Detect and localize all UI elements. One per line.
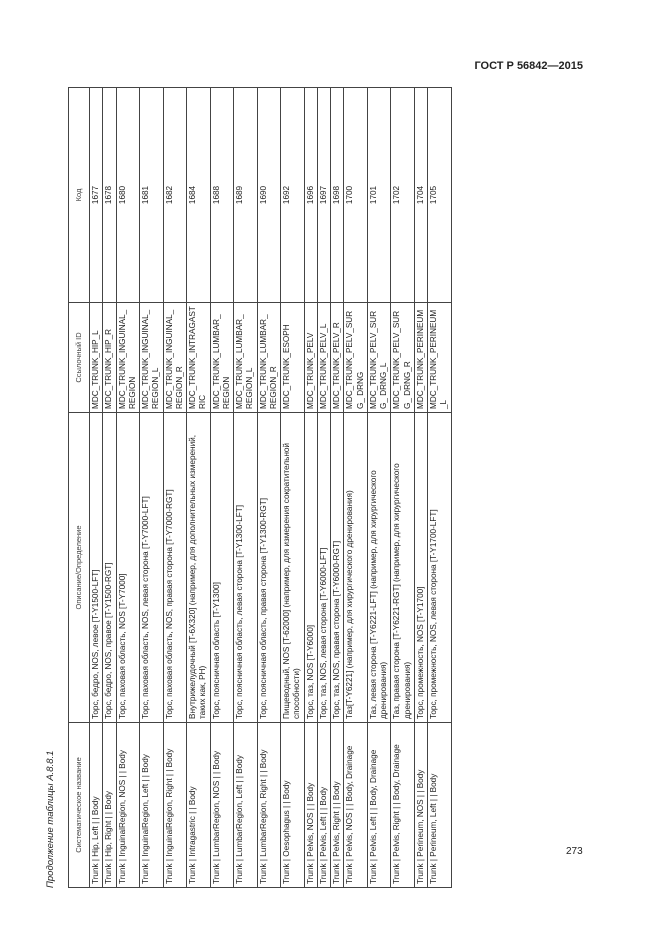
systematic-name-cell: Trunk | Pelvis, NOS | | Body, Drainage bbox=[344, 723, 368, 888]
systematic-name-cell: Trunk | Pelvis, Right | | Body, Drainage bbox=[391, 723, 415, 888]
description-cell: Торс, паховая область, NOS, правая сторона [T-Y7000-RGT] bbox=[163, 413, 187, 723]
reference-id-cell: MDC_TRUNK_PELV_SURG_ DRNG bbox=[344, 303, 368, 413]
code-cell: 1696 bbox=[304, 88, 317, 303]
table-row bbox=[234, 88, 258, 888]
description-cell: Внутрижелудочный [T-6X320] (например, для дополнительных измерений, таких как, PH) bbox=[187, 413, 211, 723]
code-cell: 1700 bbox=[344, 88, 368, 303]
code-cell: 1684 bbox=[187, 88, 211, 303]
code-cell: 1702 bbox=[391, 88, 415, 303]
description-cell: Таз, правая сторона [T-Y6221-RGT] (например, для хирургического дренирования) bbox=[391, 413, 415, 723]
code-cell: 1705 bbox=[428, 88, 452, 303]
reference-id-cell: MDC_TRUNK_PELV_L bbox=[317, 303, 330, 413]
reference-id-cell: MDC_TRUNK_LUMBAR_ REGION_R bbox=[257, 303, 281, 413]
code-cell: 1678 bbox=[103, 88, 116, 303]
description-cell: Торс, промежность, NOS, левая сторона [T-Y1700-LFT] bbox=[428, 413, 452, 723]
description-cell: Таз[T-Y6221] (например, для хирургического дренирования) bbox=[344, 413, 368, 723]
table-row bbox=[367, 88, 391, 888]
code-cell: 1688 bbox=[210, 88, 234, 303]
systematic-name-cell: Trunk | Hip, Left | | Body bbox=[90, 723, 103, 888]
column-header: Код bbox=[69, 88, 90, 303]
code-cell: 1677 bbox=[90, 88, 103, 303]
description-cell: Торс, бедро, NOS, правое [T-Y1500-RGT] bbox=[103, 413, 116, 723]
description-cell: Торс, поясничная область [T-Y1300] bbox=[210, 413, 234, 723]
systematic-name-cell: Trunk | Perineum, Left | | Body bbox=[428, 723, 452, 888]
column-header: Ссылочный ID bbox=[69, 303, 90, 413]
table-continuation-caption: Продолжение таблицы А.8.8.1 bbox=[45, 750, 56, 888]
description-cell: Таз, левая сторона [T-Y6221-LFT] (например, для хирургического дренирования) bbox=[367, 413, 391, 723]
reference-id-cell: MDC_TRUNK_INGUINAL_ REGION bbox=[116, 303, 140, 413]
description-cell: Торс, промежность, NOS [T-Y1700] bbox=[414, 413, 427, 723]
reference-id-cell: MDC_TRUNK_LUMBAR_ REGION bbox=[210, 303, 234, 413]
description-cell: Торс, паховая область, NOS, левая сторона [T-Y7000-LFT] bbox=[140, 413, 164, 723]
table-row bbox=[428, 88, 452, 888]
reference-id-cell: MDC_TRUNK_HIP_L bbox=[90, 303, 103, 413]
table-row bbox=[414, 88, 427, 888]
reference-id-cell: MDC_TRUNK_INGUINAL_ REGION_L bbox=[140, 303, 164, 413]
systematic-name-cell: Trunk | InguinalRegion, Right | | Body bbox=[163, 723, 187, 888]
table-row bbox=[304, 88, 317, 888]
reference-id-cell: MDC_TRUNK_INTRAGASTRIC bbox=[187, 303, 211, 413]
table-row bbox=[391, 88, 415, 888]
systematic-name-cell: Trunk | Pelvis, Left | | Body bbox=[317, 723, 330, 888]
reference-id-cell: MDC_TRUNK_HIP_R bbox=[103, 303, 116, 413]
rotated-table-block bbox=[40, 88, 600, 888]
reference-id-cell: MDC_TRUNK_LUMBAR_ REGION_L bbox=[234, 303, 258, 413]
code-cell: 1701 bbox=[367, 88, 391, 303]
systematic-name-cell: Trunk | Intragastric | | Body bbox=[187, 723, 211, 888]
code-cell: 1689 bbox=[234, 88, 258, 303]
code-cell: 1680 bbox=[116, 88, 140, 303]
description-cell: Торс, таз, NOS [T-Y6000] bbox=[304, 413, 317, 723]
code-cell: 1698 bbox=[331, 88, 344, 303]
reference-id-cell: MDC_TRUNK_PERINEUM bbox=[414, 303, 427, 413]
code-cell: 1697 bbox=[317, 88, 330, 303]
table-row bbox=[90, 88, 103, 888]
table-row bbox=[257, 88, 281, 888]
table-row bbox=[344, 88, 368, 888]
reference-id-cell: MDC_TRUNK_ESOPH bbox=[281, 303, 305, 413]
code-cell: 1682 bbox=[163, 88, 187, 303]
reference-id-cell: MDC_TRUNK_PELV_SURG_ DRNG_R bbox=[391, 303, 415, 413]
table-header-row bbox=[69, 88, 90, 888]
systematic-name-cell: Trunk | Hip, Right | | Body bbox=[103, 723, 116, 888]
description-cell: Торс, поясничная область, правая сторона [T-Y1300-RGT] bbox=[257, 413, 281, 723]
systematic-name-cell: Trunk | LumbarRegion, NOS | | Body bbox=[210, 723, 234, 888]
systematic-name-cell: Trunk | InguinalRegion, Left | | Body bbox=[140, 723, 164, 888]
reference-id-cell: MDC_TRUNK_PELV_SURG_ DRNG_L bbox=[367, 303, 391, 413]
table-row bbox=[281, 88, 305, 888]
description-cell: Торс, поясничная область, левая сторона [T-Y1300-LFT] bbox=[234, 413, 258, 723]
systematic-name-cell: Trunk | LumbarRegion, Left | | Body bbox=[234, 723, 258, 888]
description-cell: Торс, бедро, NOS, левое [T-Y1500-LFT] bbox=[90, 413, 103, 723]
table-row bbox=[331, 88, 344, 888]
reference-id-cell: MDC_TRUNK_PELV bbox=[304, 303, 317, 413]
reference-id-cell: MDC_TRUNK_INGUINAL_ REGION_R bbox=[163, 303, 187, 413]
column-header: Систематическое название bbox=[69, 723, 90, 888]
reference-id-cell: MDC_TRUNK_PERINEUM_L bbox=[428, 303, 452, 413]
description-cell: Торс, таз, NOS, левая сторона [T-Y6000-LFT] bbox=[317, 413, 330, 723]
systematic-name-cell: Trunk | LumbarRegion, Right | | Body bbox=[257, 723, 281, 888]
description-cell: Пищеводный, NOS [T-62000] (например, для измерения сократительной способности) bbox=[281, 413, 305, 723]
table-row bbox=[116, 88, 140, 888]
table-row bbox=[140, 88, 164, 888]
systematic-name-cell: Trunk | Pelvis, Right | | Body bbox=[331, 723, 344, 888]
systematic-name-cell: Trunk | Pelvis, Left | | Body, Drainage bbox=[367, 723, 391, 888]
table-row bbox=[163, 88, 187, 888]
code-cell: 1681 bbox=[140, 88, 164, 303]
table-row bbox=[103, 88, 116, 888]
classification-table bbox=[68, 87, 452, 888]
page-number: 273 bbox=[566, 846, 583, 857]
column-header: Описание/Определение bbox=[69, 413, 90, 723]
description-cell: Торс, таз, NOS, правая сторона [T-Y6000-RGT] bbox=[331, 413, 344, 723]
document-header: ГОСТ Р 56842—2015 bbox=[474, 60, 583, 72]
code-cell: 1690 bbox=[257, 88, 281, 303]
systematic-name-cell: Trunk | Pelvis, NOS | | Body bbox=[304, 723, 317, 888]
reference-id-cell: MDC_TRUNK_PELV_R bbox=[331, 303, 344, 413]
table-row bbox=[210, 88, 234, 888]
table-row bbox=[187, 88, 211, 888]
code-cell: 1692 bbox=[281, 88, 305, 303]
description-cell: Торс, паховая область, NOS [T-Y7000] bbox=[116, 413, 140, 723]
systematic-name-cell: Trunk | Perineum, NOS | | Body bbox=[414, 723, 427, 888]
systematic-name-cell: Trunk | Oesophagus | | Body bbox=[281, 723, 305, 888]
systematic-name-cell: Trunk | InguinalRegion, NOS | | Body bbox=[116, 723, 140, 888]
code-cell: 1704 bbox=[414, 88, 427, 303]
table-row bbox=[317, 88, 330, 888]
